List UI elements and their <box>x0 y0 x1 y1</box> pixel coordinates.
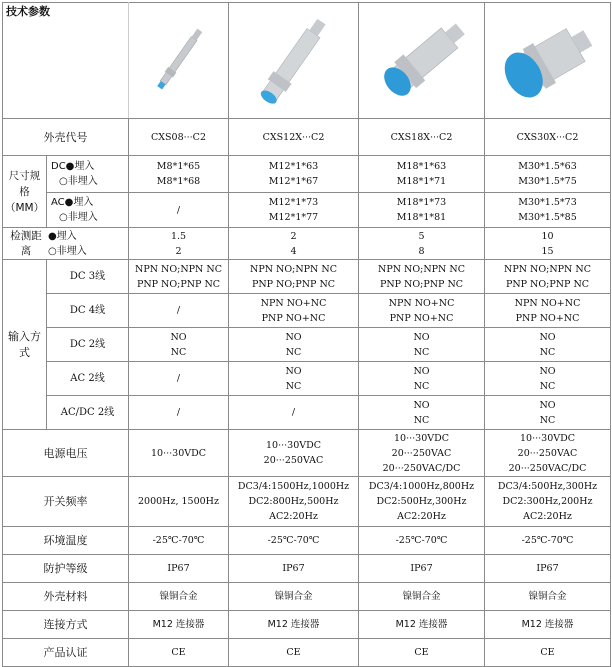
input-dc4-cxs12x: NPN NO+NC PNP NO+NC <box>229 294 359 328</box>
protection-cxs08: IP67 <box>129 555 229 583</box>
certification-label: 产品认证 <box>3 639 129 667</box>
connection-cxs30x: M12 连接器 <box>485 611 611 639</box>
material-label: 外壳材料 <box>3 583 129 611</box>
size-label-text: 尺寸规格（MM） <box>5 169 45 214</box>
sensor-image-cxs08 <box>129 3 229 119</box>
input-dc3-label: DC 3线 <box>47 260 129 294</box>
connection-cxs12x: M12 连接器 <box>229 611 359 639</box>
connection-cxs18x: M12 连接器 <box>359 611 485 639</box>
title-cell <box>3 3 129 119</box>
size-dc-flush: DC●埋入 <box>51 161 95 172</box>
frequency-cxs12x: DC3/4:1500Hz,1000Hz DC2:800Hz,500Hz AC2:20Hz <box>229 477 359 527</box>
model-cxs18x: CXS18X···C2 <box>359 119 485 156</box>
power-cxs30x: 10···30VDC 20···250VAC 20···250VAC/DC <box>485 430 611 477</box>
size-ac-cxs08: / <box>129 193 229 228</box>
frequency-label: 开关频率 <box>3 477 129 527</box>
sensor-image-cxs30x <box>485 3 611 119</box>
input-ac2-cxs08: / <box>129 362 229 396</box>
material-cxs30x: 镍铜合金 <box>485 583 611 611</box>
material-cxs18x: 镍铜合金 <box>359 583 485 611</box>
model-cxs08: CXS08···C2 <box>129 119 229 156</box>
size-ac-cxs18x: M18*1*73 M18*1*81 <box>359 193 485 228</box>
size-dc-sub <box>47 156 129 193</box>
frequency-cxs18x: DC3/4:1000Hz,800Hz DC2:500Hz,300Hz AC2:20Hz <box>359 477 485 527</box>
input-dc4-label: DC 4线 <box>47 294 129 328</box>
power-cxs18x: 10···30VDC 20···250VAC 20···250VAC/DC <box>359 430 485 477</box>
input-ac2-cxs12x: NO NC <box>229 362 359 396</box>
temperature-cxs30x: -25℃-70℃ <box>485 527 611 555</box>
input-dc3-cxs18x: NPN NO;NPN NC PNP NO;PNP NC <box>359 260 485 294</box>
model-label: 外壳代号 <box>3 119 129 156</box>
size-dc-cxs18x: M18*1*63 M18*1*71 <box>359 156 485 193</box>
input-dc4-cxs30x: NPN NO+NC PNP NO+NC <box>485 294 611 328</box>
frequency-cxs30x: DC3/4:500Hz,300Hz DC2:300Hz,200Hz AC2:20Hz <box>485 477 611 527</box>
sensor-image-cxs12x <box>229 3 359 119</box>
input-acdc2-cxs08: / <box>129 396 229 430</box>
input-dc2-cxs18x: NO NC <box>359 328 485 362</box>
input-dc4-cxs08: / <box>129 294 229 328</box>
frequency-cxs08: 2000Hz, 1500Hz <box>129 477 229 527</box>
section-title: 技术参数 <box>6 5 50 18</box>
size-ac-sub <box>47 193 129 228</box>
size-label <box>3 156 47 228</box>
spec-table <box>2 2 611 667</box>
distance-cxs08: 1.5 2 <box>129 228 229 260</box>
distance-flush: ●埋入 <box>48 230 77 242</box>
input-ac2-label: AC 2线 <box>47 362 129 396</box>
input-dc4-cxs18x: NPN NO+NC PNP NO+NC <box>359 294 485 328</box>
power-cxs12x: 10···30VDC 20···250VAC <box>229 430 359 477</box>
input-label <box>3 260 47 430</box>
protection-cxs30x: IP67 <box>485 555 611 583</box>
sensor-image-cxs18x <box>359 3 485 119</box>
input-dc2-cxs30x: NO NC <box>485 328 611 362</box>
model-cxs12x: CXS12X···C2 <box>229 119 359 156</box>
distance-cxs18x: 5 8 <box>359 228 485 260</box>
input-dc2-label: DC 2线 <box>47 328 129 362</box>
protection-label: 防护等级 <box>3 555 129 583</box>
input-dc3-cxs30x: NPN NO;NPN NC PNP NO;PNP NC <box>485 260 611 294</box>
connection-cxs08: M12 连接器 <box>129 611 229 639</box>
input-acdc2-cxs30x: NO NC <box>485 396 611 430</box>
certification-cxs12x: CE <box>229 639 359 667</box>
size-ac-cxs12x: M12*1*73 M12*1*77 <box>229 193 359 228</box>
distance-label-cell <box>3 228 129 260</box>
model-cxs30x: CXS30X···C2 <box>485 119 611 156</box>
input-dc2-cxs08: NO NC <box>129 328 229 362</box>
size-ac-cxs30x: M30*1.5*73 M30*1.5*85 <box>485 193 611 228</box>
temperature-cxs08: -25℃-70℃ <box>129 527 229 555</box>
distance-cxs12x: 2 4 <box>229 228 359 260</box>
material-cxs08: 镍铜合金 <box>129 583 229 611</box>
certification-cxs18x: CE <box>359 639 485 667</box>
temperature-label: 环境温度 <box>3 527 129 555</box>
input-acdc2-label: AC/DC 2线 <box>47 396 129 430</box>
input-ac2-cxs18x: NO NC <box>359 362 485 396</box>
certification-cxs30x: CE <box>485 639 611 667</box>
distance-nonflush: ○非埋入 <box>48 245 87 257</box>
material-cxs12x: 镍铜合金 <box>229 583 359 611</box>
size-ac-flush: AC●埋入 <box>51 197 94 208</box>
input-acdc2-cxs12x: / <box>229 396 359 430</box>
temperature-cxs18x: -25℃-70℃ <box>359 527 485 555</box>
temperature-cxs12x: -25℃-70℃ <box>229 527 359 555</box>
power-cxs08: 10···30VDC <box>129 430 229 477</box>
size-dc-cxs30x: M30*1.5*63 M30*1.5*75 <box>485 156 611 193</box>
size-ac-nonflush: ○非埋入 <box>59 212 98 223</box>
power-label: 电源电压 <box>3 430 129 477</box>
input-dc2-cxs12x: NO NC <box>229 328 359 362</box>
size-dc-cxs08: M8*1*65 M8*1*68 <box>129 156 229 193</box>
distance-cxs30x: 10 15 <box>485 228 611 260</box>
input-dc3-cxs08: NPN NO;NPN NC PNP NO;PNP NC <box>129 260 229 294</box>
connection-label: 连接方式 <box>3 611 129 639</box>
input-acdc2-cxs18x: NO NC <box>359 396 485 430</box>
size-dc-cxs12x: M12*1*63 M12*1*67 <box>229 156 359 193</box>
distance-label: 检测距离 <box>10 229 42 257</box>
input-dc3-cxs12x: NPN NO;NPN NC PNP NO;PNP NC <box>229 260 359 294</box>
protection-cxs18x: IP67 <box>359 555 485 583</box>
input-label-text: 输入方式 <box>8 329 41 359</box>
size-dc-nonflush: ○非埋入 <box>59 176 98 187</box>
certification-cxs08: CE <box>129 639 229 667</box>
protection-cxs12x: IP67 <box>229 555 359 583</box>
input-ac2-cxs30x: NO NC <box>485 362 611 396</box>
